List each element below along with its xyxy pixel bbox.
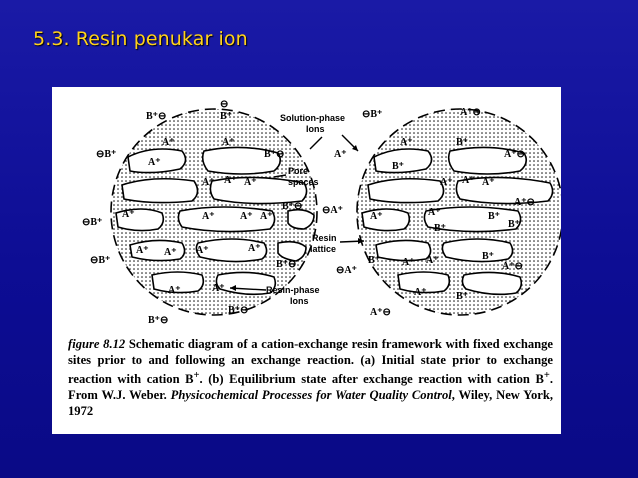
svg-text:B⁺⊖: B⁺⊖ [264,149,285,160]
svg-text:B⁺: B⁺ [482,251,494,262]
label-pore: Pore [288,166,309,176]
svg-text:⊖B⁺: ⊖B⁺ [90,255,111,266]
svg-text:A⁺: A⁺ [222,137,235,148]
caption-text-1: Schematic diagram of a cation-exchange resin framework with fixed exchange sites prior to and following an exchange reaction. (a) Initial state prior to exchange reaction with cation B [68,337,554,387]
svg-text:A⁺: A⁺ [426,255,439,266]
svg-text:B⁺: B⁺ [508,219,520,230]
svg-text:⊖B⁺: ⊖B⁺ [82,217,103,228]
svg-text:A⁺: A⁺ [400,137,413,148]
svg-text:A⁺: A⁺ [402,257,415,268]
svg-text:B⁺⊖: B⁺⊖ [282,201,303,212]
svg-text:B⁺⊖: B⁺⊖ [228,305,249,316]
svg-text:A⁺: A⁺ [462,175,475,186]
svg-text:A⁺: A⁺ [440,177,453,188]
svg-text:B⁺: B⁺ [456,291,468,302]
svg-text:A⁺: A⁺ [428,207,441,218]
svg-text:A⁺: A⁺ [148,157,161,168]
svg-text:A⁺: A⁺ [202,177,215,188]
svg-text:A⁺: A⁺ [196,245,209,256]
svg-text:A⁺: A⁺ [164,247,177,258]
svg-text:A⁺: A⁺ [122,209,135,220]
figure-caption [68,336,553,419]
svg-text:⊖: ⊖ [220,99,229,110]
svg-text:A⁺⊖: A⁺⊖ [460,107,481,118]
svg-text:⊖B⁺: ⊖B⁺ [362,109,383,120]
label-spaces: spaces [288,177,319,187]
svg-text:A⁺⊖: A⁺⊖ [502,261,523,272]
svg-text:B⁺: B⁺ [456,137,468,148]
caption-text-2: . (b) Equilibrium state after exchange reaction with cation B [199,372,544,387]
svg-text:A⁺: A⁺ [414,287,427,298]
slide-title: 5.3. Resin penukar ion [33,28,248,50]
label-resin-phase: Resin-phase [266,285,320,295]
caption-text-4: , Wiley, New York, 1972 [68,388,554,419]
svg-text:B⁺: B⁺ [434,223,446,234]
svg-text:A⁺⊖: A⁺⊖ [370,307,391,318]
svg-text:B⁺: B⁺ [392,161,404,172]
svg-text:⊖A⁺: ⊖A⁺ [322,205,343,216]
svg-text:A⁺: A⁺ [240,211,253,222]
svg-text:A⁺: A⁺ [162,137,175,148]
svg-text:A⁺: A⁺ [202,211,215,222]
label-lattice: lattice [310,244,337,254]
caption-book-title: Physicochemical Processes for Water Quality Control [170,388,452,403]
svg-text:A⁺: A⁺ [212,283,225,294]
svg-text:A⁺: A⁺ [260,211,273,222]
svg-text:B⁺: B⁺ [220,111,232,122]
svg-text:B⁺: B⁺ [368,255,380,266]
label-resin: Resin [312,233,337,243]
resin-circle-equilibrium [322,107,561,318]
caption-text-3: . From W.J. Weber. [68,372,553,403]
label-solution-ions: Ions [306,124,325,134]
svg-text:A⁺⊖: A⁺⊖ [504,149,525,160]
label-solution-phase: Solution-phase [280,113,345,123]
svg-text:A⁺: A⁺ [248,243,261,254]
svg-text:A⁺⊖: A⁺⊖ [514,197,535,208]
caption-sup-2: + [543,370,550,381]
svg-text:A⁺: A⁺ [168,285,181,296]
svg-text:⊖B⁺: ⊖B⁺ [96,149,117,160]
svg-text:A⁺: A⁺ [244,177,257,188]
figure-panel [52,87,561,434]
resin-diagram [52,87,561,337]
svg-text:A⁺: A⁺ [334,149,347,160]
svg-text:B⁺⊖: B⁺⊖ [148,315,169,326]
svg-text:A⁺: A⁺ [370,211,383,222]
svg-text:A⁺: A⁺ [482,177,495,188]
svg-text:A⁺: A⁺ [136,245,149,256]
svg-text:B⁺⊖: B⁺⊖ [146,111,167,122]
caption-figure-label: figure 8.12 [68,337,126,351]
svg-text:B⁺: B⁺ [488,211,500,222]
svg-text:B⁺⊖: B⁺⊖ [276,259,297,270]
svg-text:A⁺: A⁺ [224,175,237,186]
svg-text:⊖A⁺: ⊖A⁺ [336,265,357,276]
label-resin-ions: Ions [290,296,309,306]
caption-sup-1: + [193,370,200,381]
